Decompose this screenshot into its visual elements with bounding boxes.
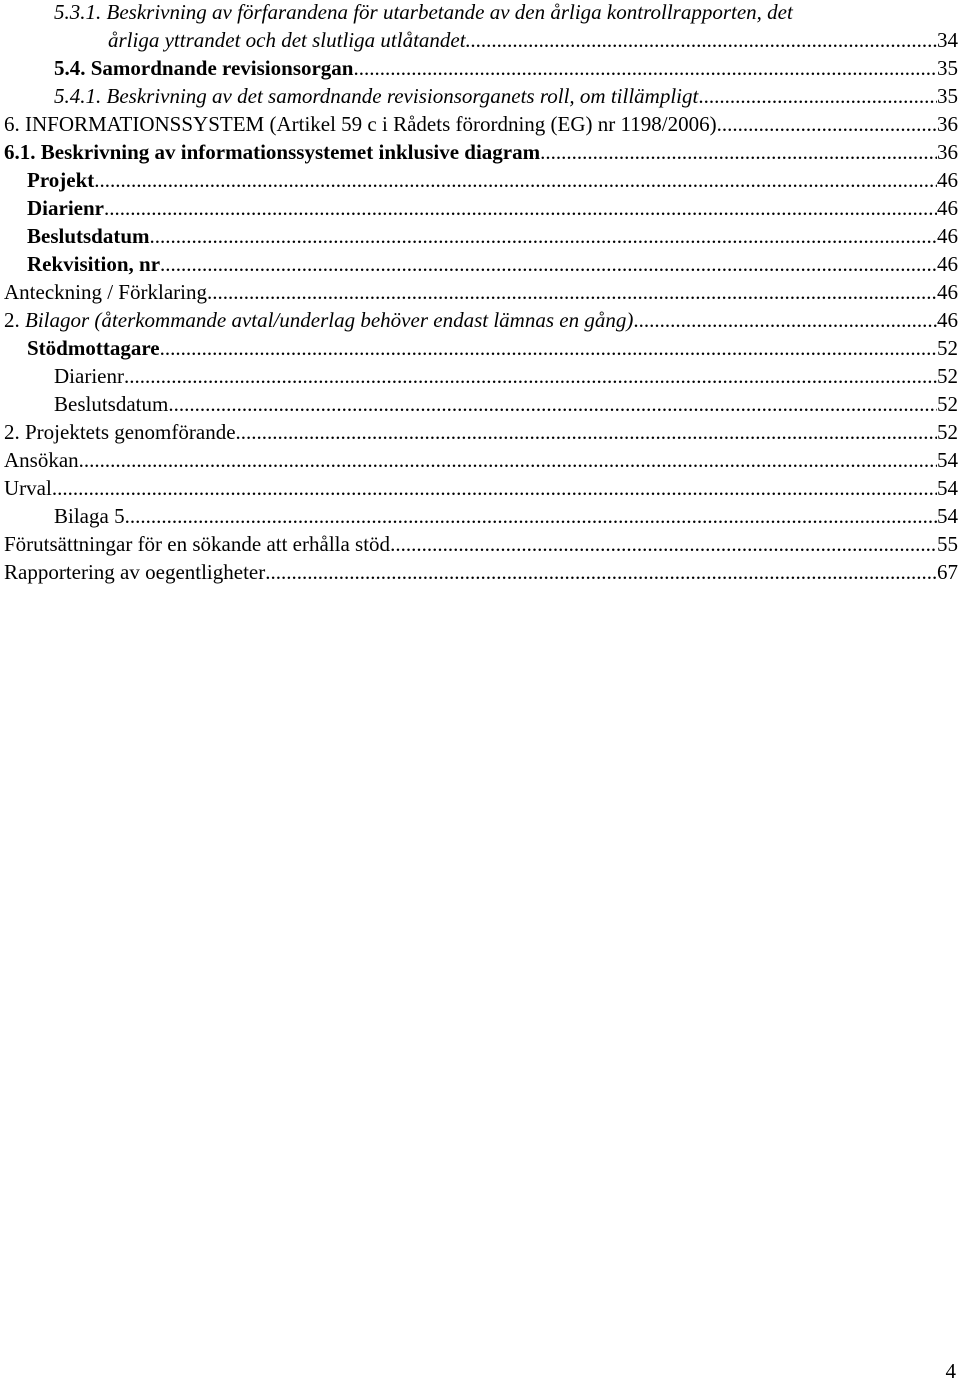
toc-entry-5-4-1[interactable]	[54, 82, 958, 110]
toc-entry-stodmottagare[interactable]	[27, 334, 958, 362]
toc-entry-title: Beslutsdatum	[27, 224, 150, 248]
toc-entry-title: Beskrivning av informationssystemet inklusive diagram	[40, 140, 541, 164]
toc-page-number: 46	[937, 252, 958, 276]
toc-page-number: 36	[937, 112, 958, 136]
toc-entry-title: Anteckning / Förklaring	[4, 280, 207, 304]
toc-entry-title: Rapportering av oegentligheter	[4, 560, 266, 584]
toc-entry-title: Beslutsdatum	[54, 392, 169, 416]
toc-entry-number: 6.	[4, 112, 20, 136]
toc-leader-dots	[265, 558, 937, 586]
toc-page-number: 52	[937, 420, 958, 444]
toc-leader-dots	[633, 306, 937, 334]
toc-entry-urval[interactable]	[4, 474, 958, 502]
toc-leader-dots	[150, 222, 937, 250]
toc-entry-title: INFORMATIONSSYSTEM (Artikel 59 c i Rådets förordning (EG) nr 1198/2006)	[25, 112, 717, 136]
toc-page-number: 46	[937, 168, 958, 192]
toc-page-number: 55	[937, 532, 958, 556]
toc-leader-dots	[160, 250, 937, 278]
toc-page-number: 46	[937, 224, 958, 248]
toc-entry-title: Diarienr	[54, 364, 124, 388]
toc-page-number: 52	[937, 336, 958, 360]
toc-entry-title: Beskrivning av förfarandena för utarbetande av den årliga kontrollrapporten, det	[106, 0, 793, 24]
toc-page-number: 52	[937, 364, 958, 388]
toc-page-number: 36	[937, 140, 958, 164]
toc-entry-number: 6.1.	[4, 140, 36, 164]
toc-leader-dots	[540, 138, 937, 166]
toc-page-number: 52	[937, 392, 958, 416]
toc-entry-anteckning[interactable]	[4, 278, 958, 306]
toc-entry-title: Rekvisition, nr	[27, 252, 161, 276]
toc-entry-6[interactable]	[4, 110, 958, 138]
toc-page-number: 46	[937, 308, 958, 332]
toc-page-number: 34	[937, 28, 958, 52]
toc-page-number: 46	[937, 280, 958, 304]
toc-entry-bilagor[interactable]	[4, 306, 958, 334]
toc-entry-title: Urval	[4, 476, 52, 500]
toc-entry-rapportering[interactable]	[4, 558, 958, 586]
toc-leader-dots	[466, 26, 937, 54]
toc-entry-number: 5.4.1.	[54, 84, 102, 108]
toc-leader-dots	[124, 362, 937, 390]
toc-leader-dots	[104, 194, 937, 222]
toc-entry-5-4[interactable]	[54, 54, 958, 82]
toc-leader-dots	[79, 446, 937, 474]
toc-leader-dots	[207, 278, 937, 306]
toc-entry-title: Samordnande revisionsorgan	[90, 56, 354, 80]
toc-leader-dots	[94, 166, 937, 194]
toc-entry-beslutsdatum[interactable]	[27, 222, 958, 250]
toc-entry-title: Förutsättningar för en sökande att erhålla stöd	[4, 532, 391, 556]
toc-entry-number: 5.3.1.	[54, 0, 102, 24]
toc-entry-ansokan[interactable]	[4, 446, 958, 474]
toc-entry-title: Bilagor (återkommande avtal/underlag behöver endast lämnas en gång)	[25, 308, 634, 332]
toc-leader-dots	[354, 54, 938, 82]
toc-leader-dots	[52, 474, 937, 502]
toc-entry-bilaga-5[interactable]	[54, 502, 958, 530]
toc-leader-dots	[236, 418, 937, 446]
toc-leader-dots	[717, 110, 937, 138]
toc-leader-dots	[390, 530, 937, 558]
toc-leader-dots	[160, 334, 937, 362]
toc-leader-dots	[125, 502, 937, 530]
toc-leader-dots	[698, 82, 937, 110]
toc-page-number: 35	[937, 56, 958, 80]
toc-entry-5-3-1-continuation[interactable]	[108, 26, 958, 54]
toc-entry-forutsattningar[interactable]	[4, 530, 958, 558]
toc-entry-title: Projekt	[27, 168, 95, 192]
toc-entry-projektets-genomforande[interactable]	[4, 418, 958, 446]
toc-entry-title: Bilaga 5	[54, 504, 125, 528]
toc-page-number: 54	[937, 476, 958, 500]
toc-entry-diarienr-2[interactable]	[54, 362, 958, 390]
toc-entry-rekvisition[interactable]	[27, 250, 958, 278]
toc-entry-number: 5.4.	[54, 56, 86, 80]
toc-leader-dots	[168, 390, 937, 418]
toc-entry-title: Beskrivning av det samordnande revisionsorganets roll, om tillämpligt	[106, 84, 699, 108]
toc-entry-5-3-1[interactable]	[54, 0, 793, 26]
toc-page-number: 35	[937, 84, 958, 108]
toc-entry-beslutsdatum-2[interactable]	[54, 390, 958, 418]
toc-page-number: 54	[937, 448, 958, 472]
toc-page-number: 46	[937, 196, 958, 220]
toc-entry-title: Diarienr	[27, 196, 104, 220]
toc-page-number: 54	[937, 504, 958, 528]
toc-entry-diarienr[interactable]	[27, 194, 958, 222]
toc-entry-title: Ansökan	[4, 448, 79, 472]
toc-entry-6-1[interactable]	[4, 138, 958, 166]
page-number: 4	[945, 1359, 956, 1383]
toc-entry-title-continuation: årliga yttrandet och det slutliga utlåtandet	[108, 28, 466, 52]
toc-entry-title: 2. Projektets genomförande	[4, 420, 236, 444]
toc-page-number: 67	[937, 560, 958, 584]
toc-entry-number: 2.	[4, 308, 20, 332]
toc-entry-projekt[interactable]	[27, 166, 958, 194]
toc-entry-title: Stödmottagare	[27, 336, 160, 360]
